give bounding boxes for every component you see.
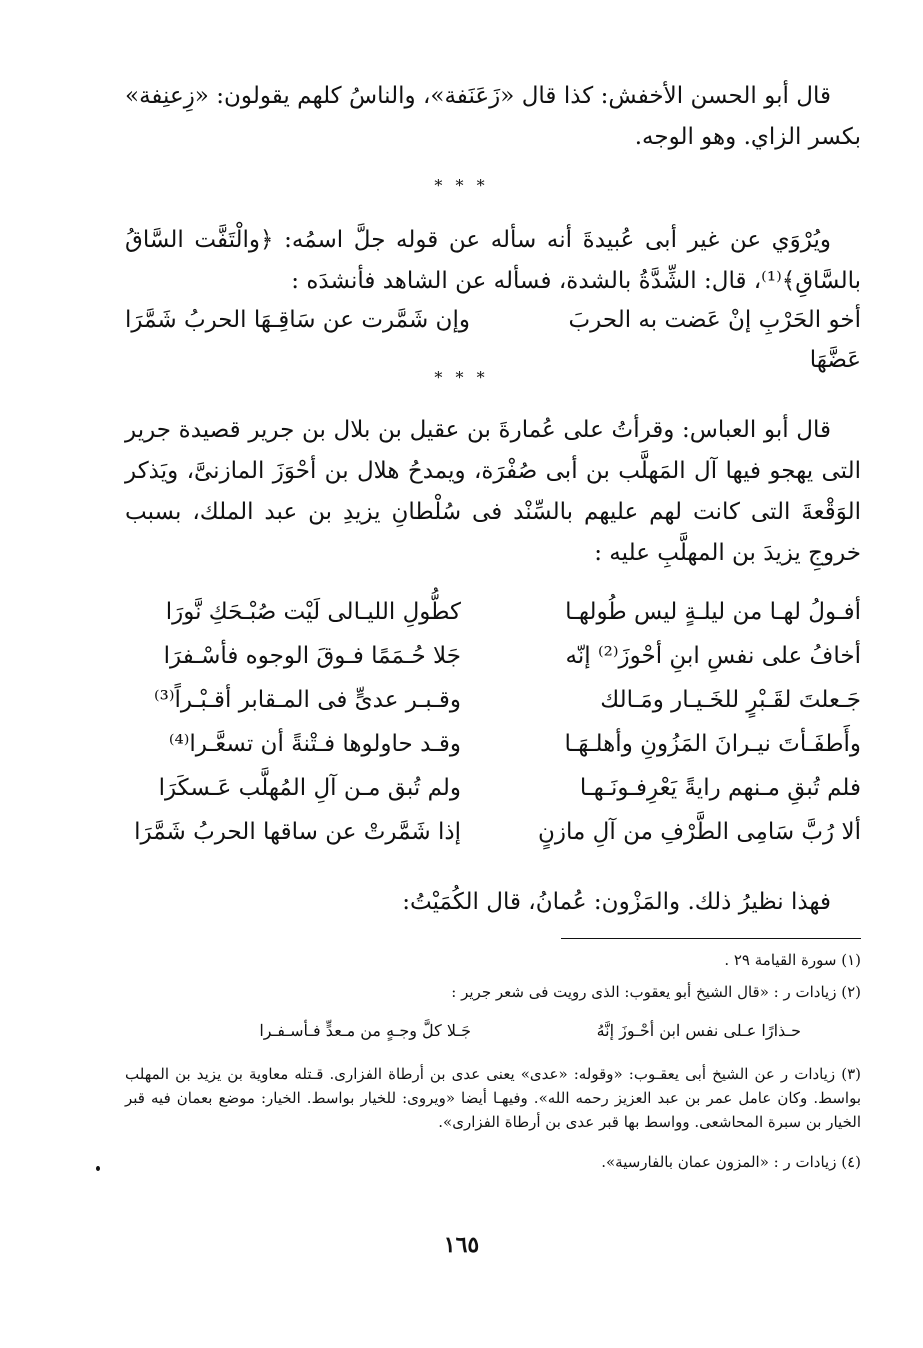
closing-line: فهذا نظيرُ ذلك. والمَزْون: عُمانُ، قال الكُمَيْتُ:	[402, 889, 831, 915]
poem-line	[125, 634, 861, 678]
footnote-1: (١) سورة القيامة ٢٩ .	[724, 951, 861, 969]
poem-second-hemistich: جَلا حُـمَمًا فـوقَ الوجوه فأسْـفرَا	[163, 643, 461, 669]
poem-first-hemistich: فلم تُبقِ مـنهم رايةً يَعْرِفـونَـهـا	[579, 775, 861, 801]
poem-first-hemistich: أفـولُ لهـا من ليلـةٍ ليس طُولهـا	[565, 599, 861, 625]
footnote-3: (٣) زيادات ر عن الشيخ أبى يعقـوب: «وقوله: «عدى» يعنى عدى بن أرطاة الفزارى. قـتله معاوية بن يزيد بن المهلب بواسط. وكان عامل عمر بن عبد العزيز رحمه الله». وفيهـا أيضا «ويروى: للخيار بواسط. الخيار: موضع بعمان فيه قبر الخيار بن سبرة المحاشعى. وواسط بها قبر عدى بن أرطاة الفزارى».	[125, 1065, 861, 1131]
quran-paragraph: ويُرْوَي عن غير أبى عُبيدةَ أنه سأله عن قوله جلَّ اسمُه: ﴿والْتَفَّت السَّاقُ بالسَّاقِ﴾⁽¹⁾، قال: الشِّدَّةُ بالشدة، فسأله عن الشاهد فأنشدَه :	[125, 227, 861, 294]
poem-line	[125, 590, 861, 634]
poem-second-hemistich: ولم تُبق مـن آلِ المُهلَّب عَـسكَرَا	[158, 775, 461, 801]
poem-second-hemistich: إذا شَمَّرتْ عن ساقها الحربُ شَمَّرَا	[134, 819, 461, 845]
footnote-4: (٤) زيادات ر : «المزون عمان بالفارسية».	[601, 1153, 861, 1171]
poem-second-hemistich: وقـد حاولوها فـتْنةً أن تسعَّـرا⁽⁴⁾	[168, 731, 461, 757]
poem-first-hemistich: جَـعلتَ لقَـبْرٍ للخَـيـار ومَـالك	[600, 687, 861, 713]
poem-first-hemistich: وأَطفَـأتَ نيـرانَ المَزُونِ وأهلـهَـا	[564, 731, 861, 757]
verse-line	[125, 300, 861, 373]
narration-paragraph: قال أبو العباس: وقرأتُ على عُمارةَ بن عقيل بن بلال بن جرير قصيدة جرير التى يهجو فيها آل المَهلَّب بن أبى صُفْرَة، ويمدحُ هلال بن أحْوَزَ المازنىَّ، ويَذكر الوَقْعةَ التى كانت لهم عليهم بالسِّنْد فى سُلْطانِ يزيدِ بن عبد الملك، بسبب خروجِ يزيدَ بن المهلَّبِ عليه :	[125, 417, 861, 566]
section-separator: * * *	[434, 176, 489, 195]
poem-line	[125, 810, 861, 854]
footnote-divider	[561, 938, 861, 939]
poem-second-hemistich: وقـبـر عدىٍّ فى المـقابر أقـبْـراً⁽³⁾	[153, 687, 461, 713]
poem	[125, 590, 861, 854]
footnote-verse-second: جَـلا كلَّ وجـهٍ من مـعدٍّ فـأسـفـرا	[259, 1021, 471, 1040]
poem-second-hemistich: كطُّولِ الليـالى لَيْت صُبْـحَكِ نَّورَا	[165, 599, 461, 625]
footnote-verse-first: حـذارًا عـلى نفس ابن أحْـوزَ إنَّهُ	[596, 1021, 801, 1040]
verse-second-hemistich: وإن شَمَّرت عن سَاقِـهَا الحربُ شَمَّرَا	[125, 307, 470, 333]
poem-first-hemistich: أخافُ على نفسِ ابنِ أحْوزَ⁽²⁾ إنّه	[565, 643, 861, 669]
poem-line	[125, 722, 861, 766]
footnote-2: (٢) زيادات ر : «قال الشيخ أبو يعقوب: الذى رويت فى شعر جرير :	[451, 983, 861, 1001]
scan-speck	[96, 1166, 100, 1171]
poem-line	[125, 766, 861, 810]
page-number: ١٦٥	[443, 1232, 480, 1258]
section-separator: * * *	[434, 368, 489, 387]
poem-first-hemistich: ألا رُبَّ سَامِى الطَّرْفِ من آلِ مازنٍ	[538, 819, 861, 845]
poem-line	[125, 678, 861, 722]
verse-first-hemistich: أخو الحَرْبِ إنْ عَضت به الحربَ عَضَّهَا	[568, 307, 861, 373]
footnote-verse	[125, 1016, 861, 1046]
intro-paragraph: قال أبو الحسن الأخفش: كذا قال «زَعَنَفة»، والناسُ كلهم يقولون: «زِعنِفة» بكسر الزاي. وهو الوجه.	[125, 83, 861, 150]
